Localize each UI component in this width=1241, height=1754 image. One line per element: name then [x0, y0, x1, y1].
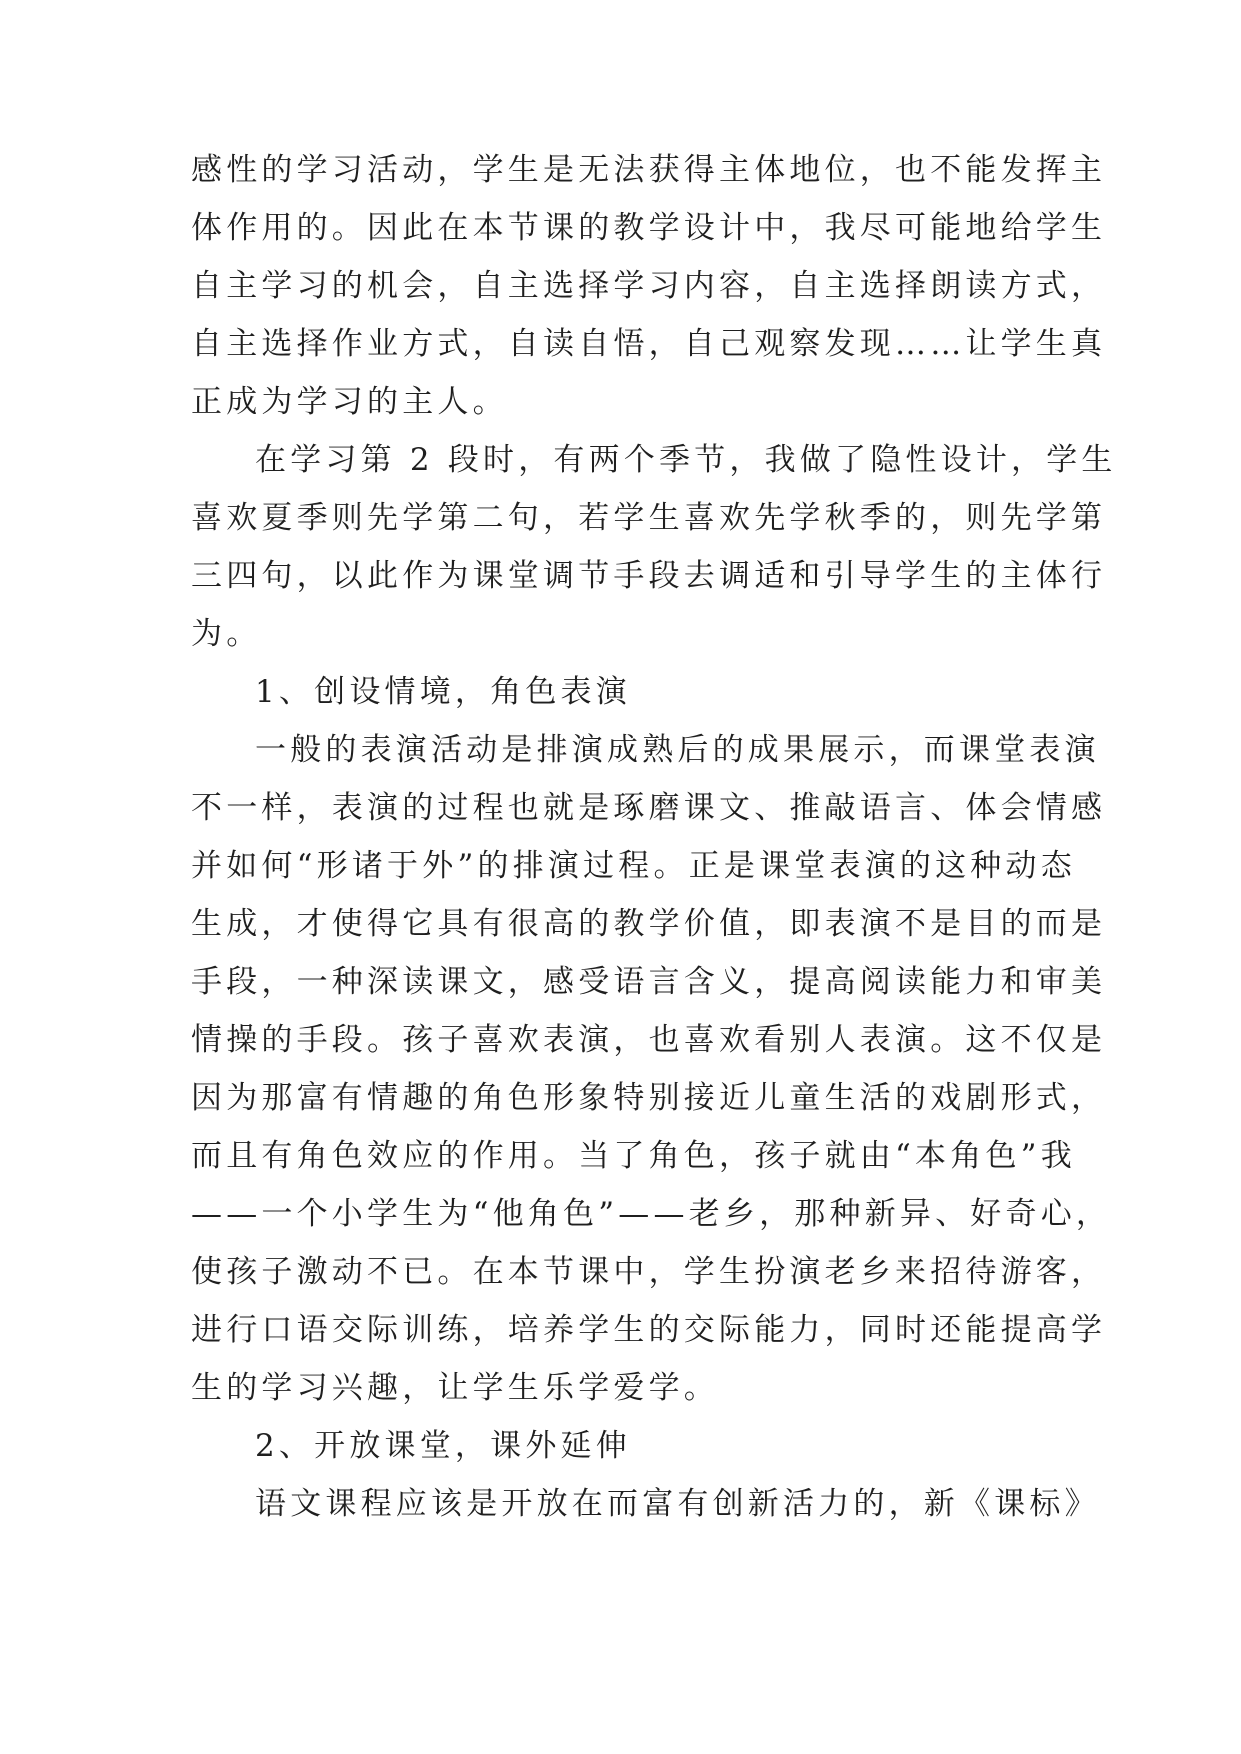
section-heading-2: 2、开放课堂，课外延伸	[255, 1428, 631, 1464]
text-line: 正成为学习的主人。	[191, 384, 508, 420]
text-line: 喜欢夏季则先学第二句，若学生喜欢先学秋季的，则先学第	[191, 500, 1107, 536]
paragraph-start-line: 语文课程应该是开放在而富有创新活力的，新《课标》	[255, 1486, 1100, 1522]
section-heading-1: 1、创设情境，角色表演	[255, 674, 631, 710]
text-line: 进行口语交际训练，培养学生的交际能力，同时还能提高学	[191, 1312, 1107, 1348]
text-line: 自主选择作业方式，自读自悟，自己观察发现……让学生真	[191, 326, 1107, 362]
text-line: 使孩子激动不已。在本节课中，学生扮演老乡来招待游客，	[191, 1254, 1107, 1290]
text-line: 不一样，表演的过程也就是琢磨课文、推敲语言、体会情感	[191, 790, 1107, 826]
text-line: 生的学习兴趣，让学生乐学爱学。	[191, 1370, 719, 1406]
text-line: 为。	[191, 616, 262, 652]
text-line: 自主学习的机会，自主选择学习内容，自主选择朗读方式，	[191, 268, 1107, 304]
text-line: 情操的手段。孩子喜欢表演，也喜欢看别人表演。这不仅是	[191, 1022, 1107, 1058]
text-line: 生成，才使得它具有很高的教学价值，即表演不是目的而是	[191, 906, 1107, 942]
paragraph-start-line: 在学习第 2 段时，有两个季节，我做了隐性设计，学生	[255, 442, 1117, 478]
text-line: 三四句，以此作为课堂调节手段去调适和引导学生的主体行	[191, 558, 1107, 594]
text-line: 体作用的。因此在本节课的教学设计中，我尽可能地给学生	[191, 210, 1107, 246]
text-line: 因为那富有情趣的角色形象特别接近儿童生活的戏剧形式，	[191, 1080, 1107, 1116]
text-line: 手段，一种深读课文，感受语言含义，提高阅读能力和审美	[191, 964, 1107, 1000]
text-line: 感性的学习活动，学生是无法获得主体地位，也不能发挥主	[191, 152, 1107, 188]
paragraph-start-line: 一般的表演活动是排演成熟后的成果展示，而课堂表演	[255, 732, 1100, 768]
text-line: ——一个小学生为“他角色”——老乡，那种新异、好奇心，	[191, 1196, 1112, 1232]
text-line: 并如何“形诸于外”的排演过程。正是课堂表演的这种动态	[191, 848, 1076, 884]
text-line: 而且有角色效应的作用。当了角色，孩子就由“本角色”我	[191, 1138, 1076, 1174]
